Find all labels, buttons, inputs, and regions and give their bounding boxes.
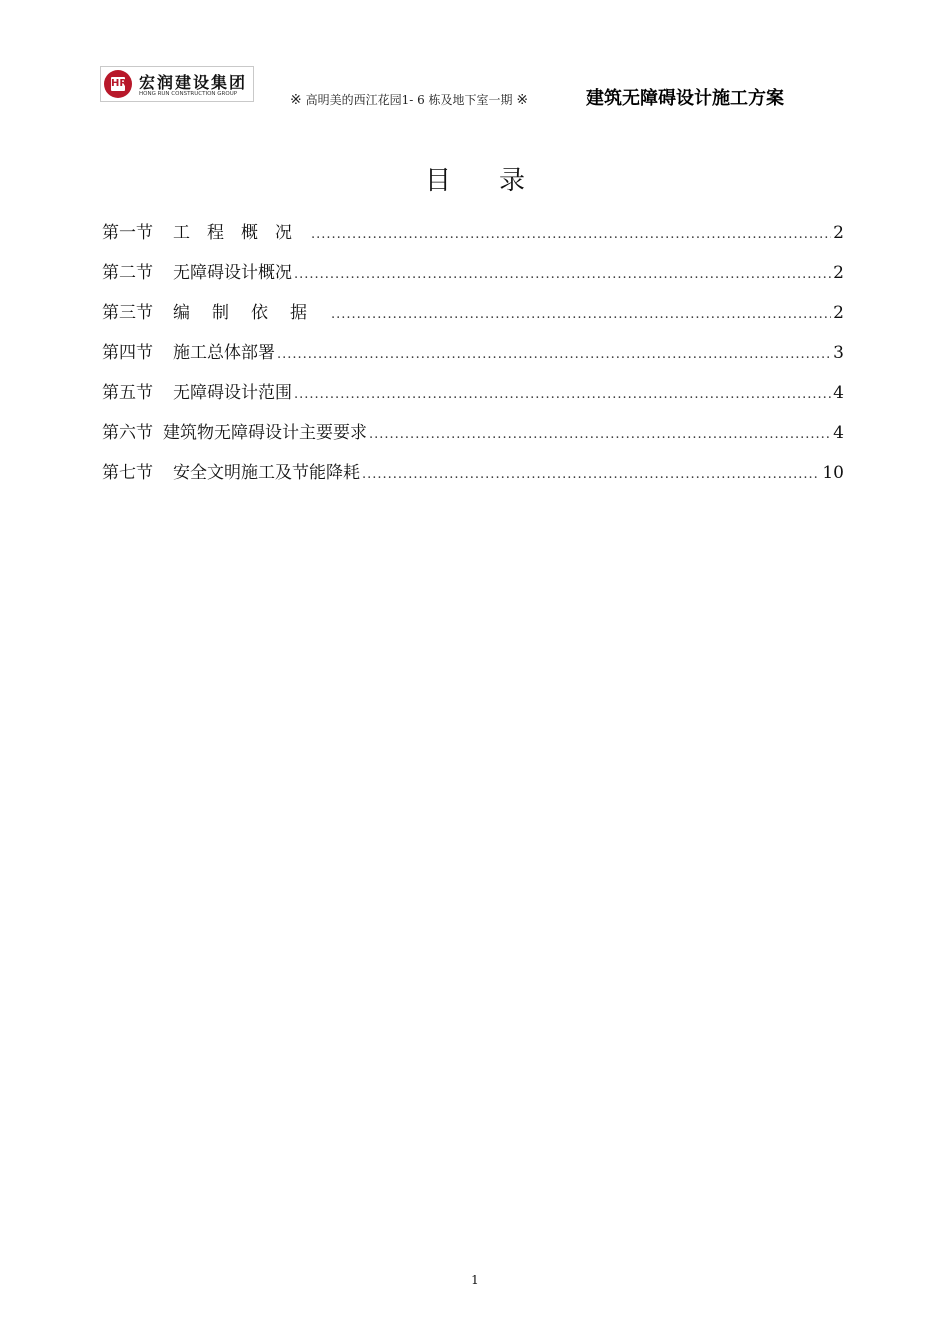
toc-entry[interactable]	[102, 458, 844, 498]
toc-section-number: 第二节	[102, 263, 153, 283]
toc-page-number: 2	[833, 303, 844, 323]
toc-leader-dots	[331, 307, 831, 322]
toc-entry[interactable]	[102, 338, 844, 378]
logo-company-name: 宏润建设集团	[139, 73, 248, 92]
page-number: 1	[471, 1273, 479, 1287]
toc-page-number: 4	[833, 383, 844, 403]
toc-entry[interactable]	[102, 218, 844, 258]
toc-section-name: 建筑物无障碍设计主要要求	[163, 423, 367, 443]
reference-mark-icon: ※	[290, 92, 302, 108]
toc-section-number: 第六节	[102, 423, 153, 443]
toc-entry[interactable]	[102, 378, 844, 418]
toc-section-name: 编制依据	[173, 303, 329, 323]
toc-leader-dots	[294, 387, 831, 402]
toc-section-number: 第七节	[102, 463, 153, 483]
toc-section-number: 第五节	[102, 383, 153, 403]
hr-logo-icon	[104, 70, 132, 98]
toc-leader-dots	[369, 427, 831, 442]
toc-leader-dots	[277, 347, 831, 362]
toc-section-number: 第四节	[102, 343, 153, 363]
toc-page-number: 10	[822, 463, 844, 483]
company-logo	[100, 66, 254, 102]
toc-section-name: 工程概况	[173, 223, 309, 243]
toc-leader-dots	[311, 227, 831, 242]
project-name: 高明美的西江花园1- 6 栋及地下室一期	[305, 93, 513, 107]
toc-page-number: 4	[833, 423, 844, 443]
logo-letters: HR	[109, 75, 127, 93]
toc-leader-dots	[362, 467, 820, 482]
toc-page-number: 2	[833, 223, 844, 243]
logo-subtitle: HONG RUN CONSTRUCTION GROUP	[139, 91, 238, 97]
toc-entry[interactable]	[102, 418, 844, 458]
toc-title: 目录	[424, 166, 573, 196]
toc-entry[interactable]	[102, 258, 844, 298]
toc-section-name: 施工总体部署	[173, 343, 275, 363]
table-of-contents	[102, 218, 844, 498]
toc-leader-dots	[294, 267, 831, 282]
document-title: 建筑无障碍设计施工方案	[586, 88, 784, 109]
toc-section-name: 无障碍设计范围	[173, 383, 292, 403]
project-name-line	[290, 91, 528, 108]
toc-entry[interactable]	[102, 298, 844, 338]
toc-section-name: 安全文明施工及节能降耗	[173, 463, 360, 483]
toc-section-number: 第三节	[102, 303, 153, 323]
reference-mark-icon: ※	[516, 92, 529, 108]
toc-section-name: 无障碍设计概况	[173, 263, 292, 283]
toc-section-number: 第一节	[102, 223, 153, 243]
page-header	[0, 0, 950, 120]
toc-page-number: 2	[833, 263, 844, 283]
toc-page-number: 3	[833, 343, 844, 363]
